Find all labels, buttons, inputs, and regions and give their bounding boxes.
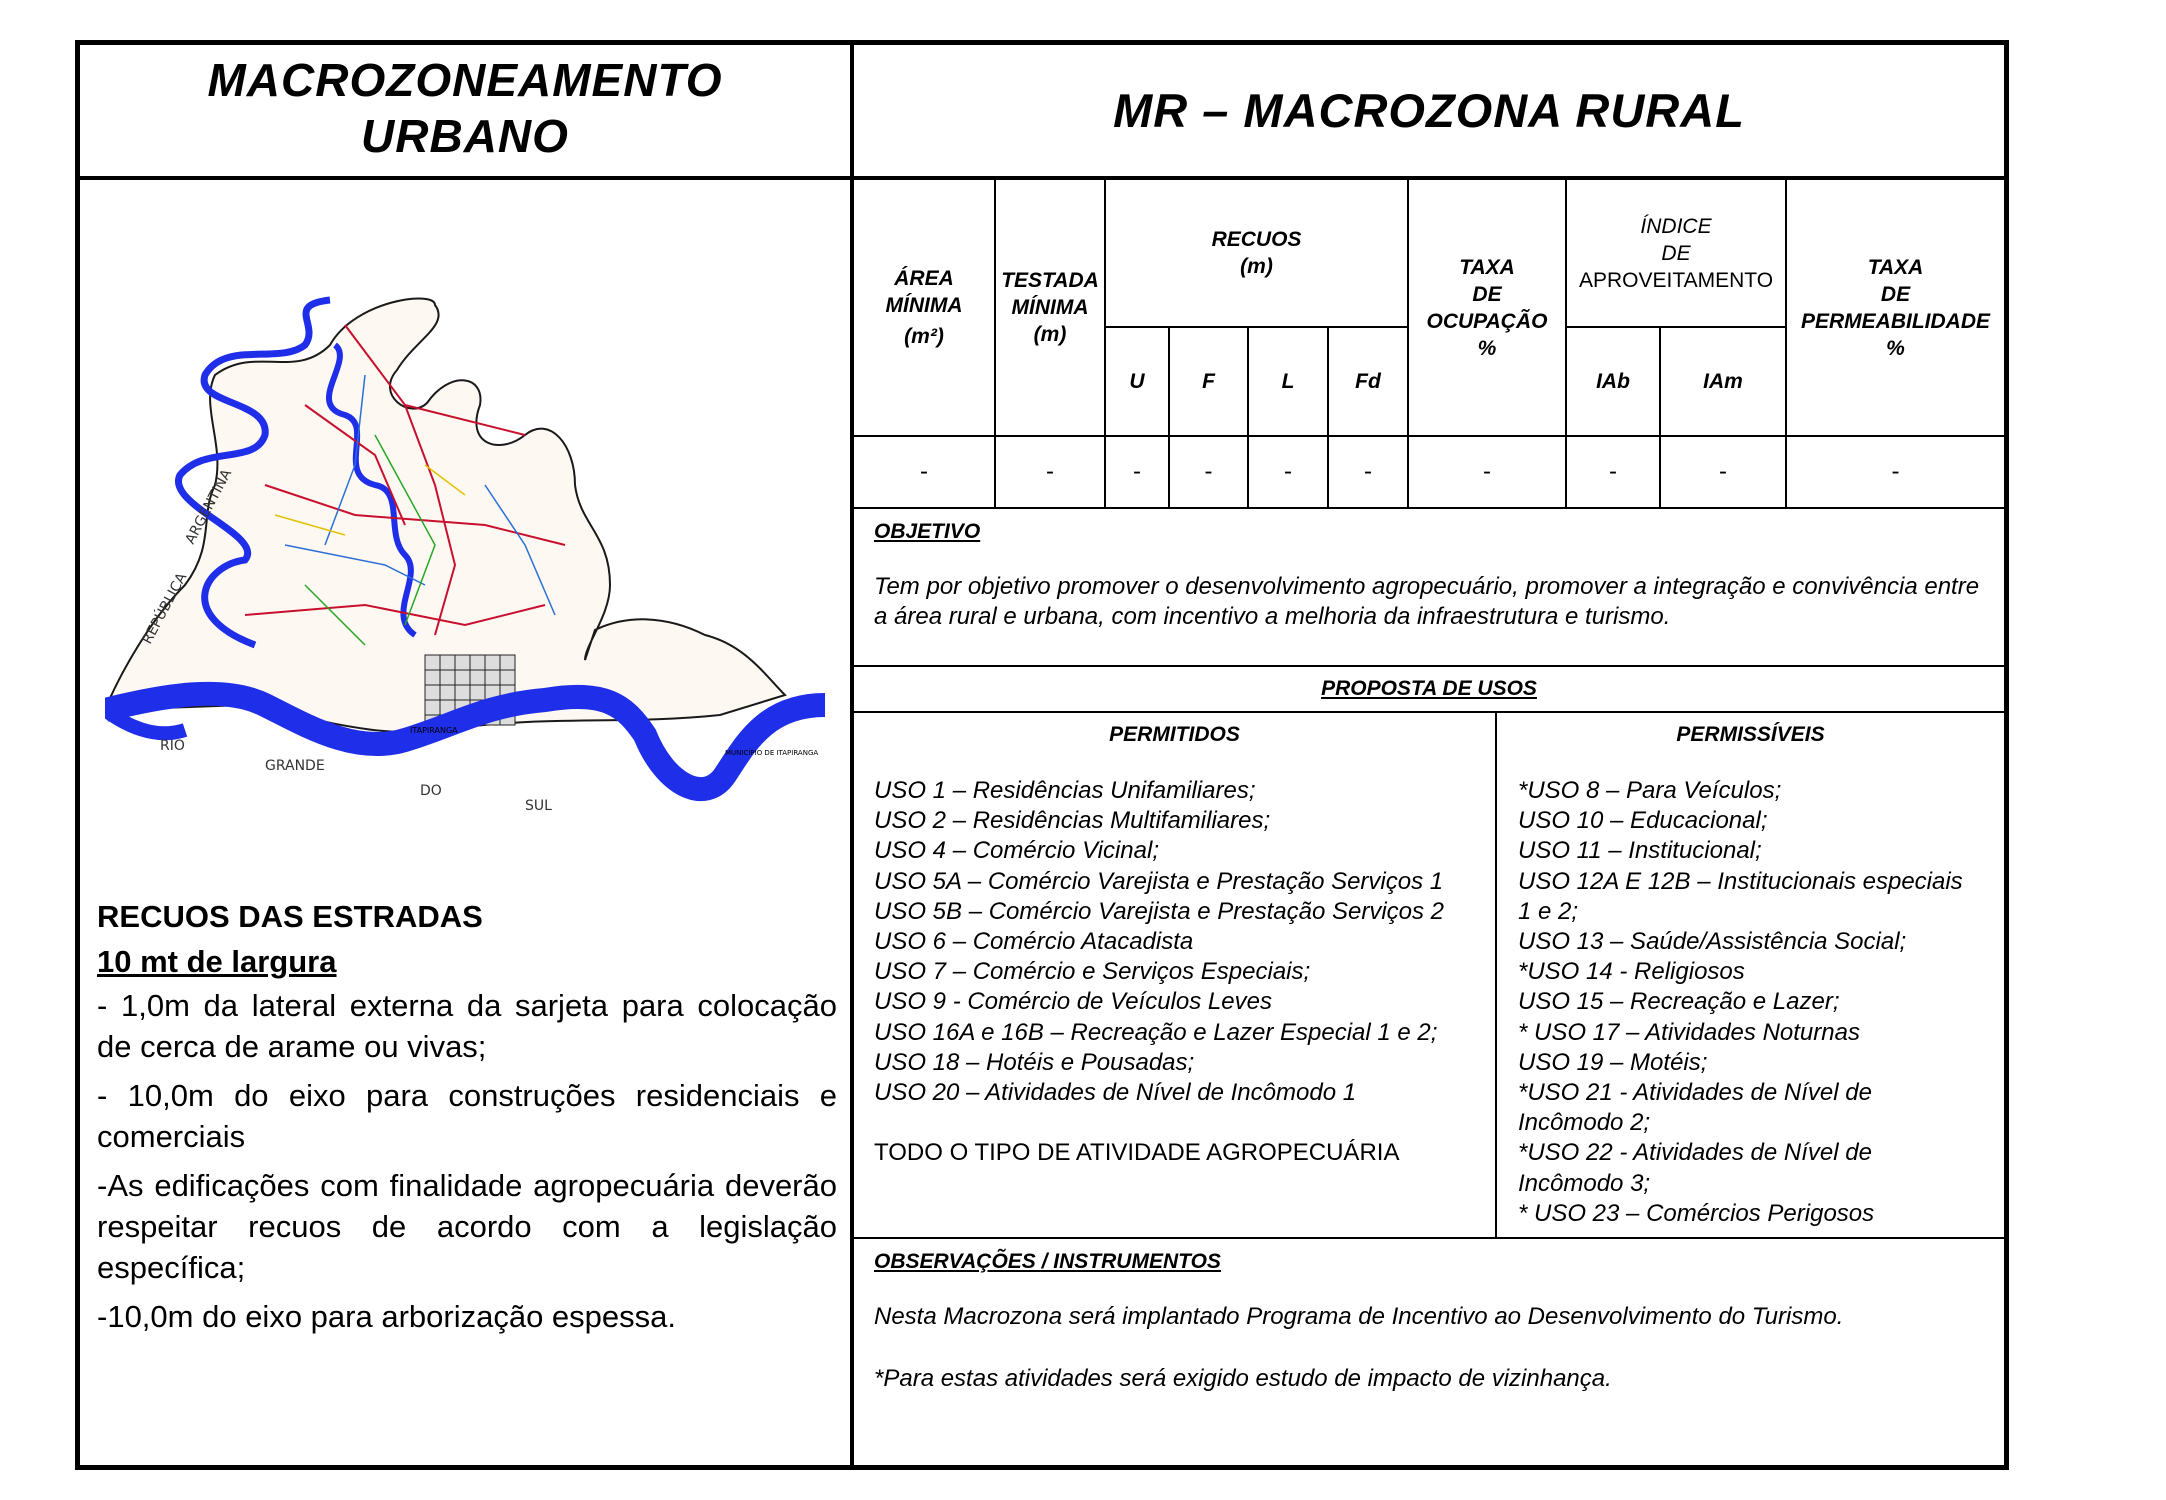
list-item: USO 13 – Saúde/Assistência Social; <box>1518 928 1907 956</box>
roads-section <box>97 895 837 1337</box>
observacoes-line-1: Nesta Macrozona será implantado Programa de Incentivo ao Desenvolvimento do Turismo. <box>874 1303 1844 1330</box>
list-item: USO 6 – Comércio Atacadista <box>874 928 1194 956</box>
header-area-minima: ÁREA MÍNIMA (m²) <box>885 267 963 348</box>
observacoes-line-2: *Para estas atividades será exigido estudo de impacto de vizinhança. <box>874 1365 1612 1392</box>
list-item: USO 9 - Comércio de Veículos Leves <box>874 988 1272 1016</box>
permitidos-heading: PERMITIDOS <box>1109 723 1240 746</box>
header-indice-iab: IAb <box>1596 370 1630 393</box>
list-item: * USO 17 – Atividades Noturnas <box>1518 1018 1860 1046</box>
list-item: *USO 8 – Para Veículos; <box>1518 777 1782 804</box>
header-testada-minima: TESTADA MÍNIMA (m) <box>1001 269 1099 346</box>
header-recuos: RECUOS (m) <box>1211 228 1302 278</box>
header-indice-iam: IAm <box>1703 370 1743 393</box>
list-item: USO 5A – Comércio Varejista e Prestação Serviços 1 <box>874 867 1444 895</box>
main-title: MR – MACROZONA RURAL <box>1113 84 1745 137</box>
list-item: 1 e 2; <box>1518 897 1579 925</box>
roads-item-3: -As edificações com finalidade agropecuária deverão respeitar recuos de acordo com a legislação específica; <box>97 1168 837 1285</box>
header-taxa-permeabilidade: TAXA DE PERMEABILIDADE % <box>1800 255 1990 360</box>
table-line <box>852 711 2004 713</box>
permissiveis-heading: PERMISSÍVEIS <box>1676 723 1825 746</box>
value-recuo-l: - <box>1284 458 1292 485</box>
table-line <box>1495 711 1497 1238</box>
objetivo-heading: OBJETIVO <box>874 520 981 543</box>
header-recuos-fd: Fd <box>1355 370 1381 393</box>
municipality-map <box>105 285 830 845</box>
map-drawing <box>105 285 830 845</box>
list-item: USO 10 – Educacional; <box>1518 807 1768 835</box>
table-line <box>852 1237 2004 1239</box>
value-taxa-ocupacao: - <box>1483 458 1491 485</box>
list-item: *USO 22 - Atividades de Nível de <box>1518 1139 1872 1167</box>
list-item: USO 4 – Comércio Vicinal; <box>874 837 1159 865</box>
list-item: USO 18 – Hotéis e Pousadas; <box>874 1048 1195 1076</box>
header-recuos-u: U <box>1129 370 1145 393</box>
value-recuo-u: - <box>1133 458 1141 485</box>
roads-heading: RECUOS DAS ESTRADAS <box>97 899 483 934</box>
value-testada-minima: - <box>1046 458 1054 485</box>
map-label-rio: RIO <box>160 738 185 754</box>
value-iam: - <box>1719 458 1727 485</box>
value-taxa-permeabilidade: - <box>1891 458 1900 485</box>
value-iab: - <box>1609 458 1617 485</box>
list-item: * USO 23 – Comércios Perigosos <box>1518 1199 1875 1227</box>
list-item: TODO O TIPO DE ATIVIDADE AGROPECUÁRIA <box>874 1139 1400 1167</box>
list-item: USO 15 – Recreação e Lazer; <box>1518 988 1840 1016</box>
roads-item-4: -10,0m do eixo para arborização espessa. <box>97 1299 676 1334</box>
permissiveis-list <box>1518 776 1998 1229</box>
map-label-town: ITAPIRANGA <box>410 726 458 735</box>
roads-item-1: - 1,0m da lateral externa da sarjeta para colocação de cerca de arame ou vivas; <box>97 988 837 1064</box>
map-label-sul: SUL <box>525 798 552 814</box>
map-label-republica: REPÚBLICA <box>139 570 191 647</box>
value-area-minima: - <box>920 458 928 485</box>
list-item: USO 2 – Residências Multifamiliares; <box>874 807 1271 835</box>
list-item: USO 7 – Comércio e Serviços Especiais; <box>874 958 1311 986</box>
list-item: USO 19 – Motéis; <box>1518 1048 1708 1076</box>
list-item: Incômodo 3; <box>1518 1169 1651 1197</box>
list-item: Incômodo 2; <box>1518 1109 1651 1137</box>
list-item: USO 5B – Comércio Varejista e Prestação Serviços 2 <box>874 897 1445 925</box>
roads-subheading: 10 mt de largura <box>97 944 337 979</box>
header-recuos-l: L <box>1281 370 1295 393</box>
list-item: USO 1 – Residências Unifamiliares; <box>874 777 1256 804</box>
header-recuos-f: F <box>1202 370 1215 393</box>
roads-item-2: - 10,0m do eixo para construções residenciais e comerciais <box>97 1078 837 1154</box>
map-label-grande: GRANDE <box>265 758 325 774</box>
header-indice: ÍNDICE DE APROVEITAMENTO <box>1578 214 1774 292</box>
map-label-do: DO <box>420 783 442 799</box>
value-recuo-f: - <box>1204 458 1213 485</box>
left-title: MACROZONEAMENTO URBANO <box>207 54 723 162</box>
list-item: USO 20 – Atividades de Nível de Incômodo 1 <box>874 1079 1357 1107</box>
list-item: *USO 21 - Atividades de Nível de <box>1518 1079 1872 1107</box>
value-recuo-fd: - <box>1364 458 1372 485</box>
table-line <box>852 507 2004 509</box>
objetivo-text: Tem por objetivo promover o desenvolvimento agropecuário, promover a integração e convivência entre a área rural e urbana, com incentivo a melhoria da infraestrutura e turismo. <box>874 573 1980 630</box>
usos-heading: PROPOSTA DE USOS <box>1321 677 1537 700</box>
map-label-neighbor: MUNICÍPIO DE ITAPIRANGA <box>725 749 819 757</box>
permitidos-list <box>874 776 1484 1168</box>
observacoes-heading: OBSERVAÇÕES / INSTRUMENTOS <box>874 1250 1221 1273</box>
header-taxa-ocupacao: TAXA DE OCUPAÇÃO % <box>1426 255 1548 360</box>
list-item: USO 12A E 12B – Institucionais especiais <box>1518 867 1963 895</box>
map-label-argentina: ARGENTINA <box>182 466 236 547</box>
river-branch <box>105 710 185 733</box>
list-item: *USO 14 - Religiosos <box>1518 958 1745 986</box>
list-item: USO 11 – Institucional; <box>1518 837 1762 865</box>
list-item <box>874 1108 1484 1138</box>
list-item: USO 16A e 16B – Recreação e Lazer Especial 1 e 2; <box>874 1018 1438 1046</box>
